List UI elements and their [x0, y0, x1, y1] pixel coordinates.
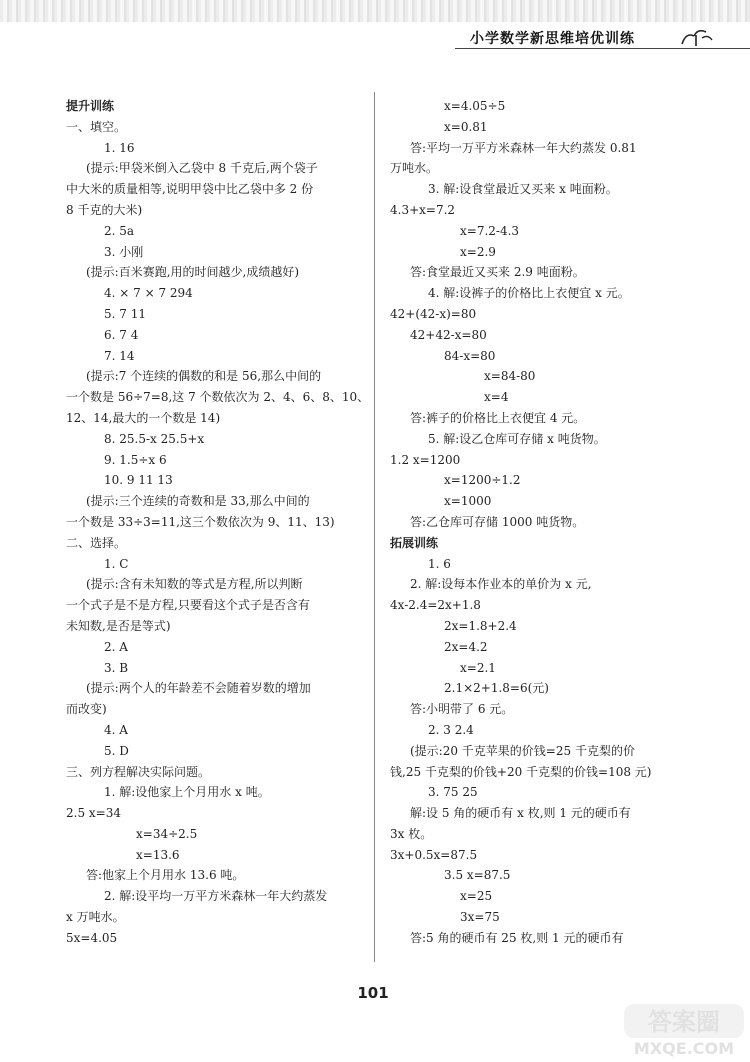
answer-line: x=2.9	[460, 244, 496, 259]
answer-line: 4x-2.4=2x+1.8	[390, 598, 481, 613]
answer-line: 钱,25 千克梨的价钱+20 千克梨的价钱=108 元)	[390, 764, 652, 779]
section-heading: 提升训练	[66, 99, 115, 113]
answer-line: x=4.05÷5	[444, 99, 506, 113]
answer-line: 4. 解:设裤子的价格比上衣便宜 x 元。	[428, 286, 630, 301]
answer-line: 答:乙仓库可存储 1000 吨货物。	[410, 514, 585, 529]
answer-line: x=7.2-4.3	[460, 223, 520, 238]
answer-line: 2. 解:设每本作业本的单价为 x 元,	[410, 577, 592, 592]
sprout-icon	[676, 26, 716, 48]
answer-line: 4. A	[104, 722, 128, 737]
answer-line: 3x 枚。	[390, 826, 433, 841]
answer-line: x=84-80	[484, 369, 536, 384]
answer-line: 答:5 角的硬币有 25 枚,则 1 元的硬币有	[410, 930, 624, 945]
answer-line: 3. 75 25	[428, 785, 478, 800]
answer-line: 5. 解:设乙仓库可存储 x 吨货物。	[428, 431, 606, 446]
answer-line: 3. B	[104, 660, 129, 675]
answer-line: x 万吨水。	[66, 910, 125, 925]
answer-line: 8. 25.5-x 25.5+x	[104, 431, 205, 446]
answer-line: 9. 1.5÷x 6	[104, 452, 167, 467]
answer-line: 1. 6	[428, 556, 451, 571]
answer-line: 5. 7 11	[104, 306, 146, 321]
answer-line: 3. 小刚	[104, 244, 144, 259]
answer-line: x=1200÷1.2	[444, 473, 521, 488]
series-title: 小学数学新思维培优训练	[470, 31, 635, 47]
answer-line: 1. C	[104, 556, 129, 571]
page-number: 101	[336, 978, 410, 1008]
answer-line: 3x=75	[460, 910, 500, 925]
answer-line: 5x=4.05	[66, 930, 118, 945]
answer-line: 万吨水。	[390, 161, 439, 176]
answer-line: 解:设 5 角的硬币有 x 枚,则 1 元的硬币有	[410, 806, 631, 821]
answer-line: 6. 7 4	[104, 327, 139, 342]
answer-line: 1. 解:设他家上个月用水 x 吨。	[104, 785, 270, 800]
answer-line: 3.5 x=87.5	[444, 868, 511, 883]
answer-line: 3x+0.5x=87.5	[390, 847, 478, 862]
answer-line: x=13.6	[136, 847, 180, 862]
answer-line: x=25	[460, 889, 493, 904]
answer-line: x=1000	[444, 494, 492, 509]
answer-line: 答:小明带了 6 元。	[410, 702, 514, 717]
watermark-logo	[610, 1000, 750, 1060]
answer-line: 5. D	[104, 743, 129, 758]
left-answer-column	[66, 96, 370, 949]
answer-line: 4. × 7 × 7 294	[104, 286, 193, 301]
answer-line: x=0.81	[444, 119, 488, 134]
answer-line: 2. 5a	[104, 223, 135, 238]
answer-line: 二、选择。	[66, 535, 127, 550]
answer-line: 答:他家上个月用水 13.6 吨。	[86, 868, 245, 883]
svg-text:答案圈: 答案圈	[648, 1008, 720, 1036]
answer-line: 3. 解:设食堂最近又买来 x 吨面粉。	[428, 182, 618, 197]
answer-line: (提示:百米赛跑,用的时间越少,成绩越好)	[86, 265, 300, 280]
answer-line: 42+42-x=80	[410, 327, 487, 342]
answer-line: 一个数是 33÷3=11,这三个数依次为 9、11、13)	[66, 514, 335, 529]
answer-line: 10. 9 11 13	[104, 473, 173, 488]
answer-line: 1. 16	[104, 140, 135, 155]
svg-text:MXQE.COM: MXQE.COM	[633, 1039, 735, 1058]
answer-line: 2x=1.8+2.4	[444, 618, 517, 633]
answer-line: 一、填空。	[66, 119, 127, 134]
answer-line: 未知数,是否是等式)	[66, 618, 171, 633]
answer-line: (提示:甲袋米倒入乙袋中 8 千克后,两个袋子	[86, 161, 318, 176]
answer-line: x=34÷2.5	[136, 826, 198, 841]
answer-line: 一个数是 56÷7=8,这 7 个数依次为 2、4、6、8、10、	[66, 390, 370, 405]
answer-line: 答:裤子的价格比上衣便宜 4 元。	[410, 410, 586, 425]
answer-line: (提示:7 个连续的偶数的和是 56,那么中间的	[86, 369, 322, 384]
answer-line: 2.5 x=34	[66, 806, 121, 821]
answer-line: 三、列方程解决实际问题。	[66, 764, 211, 779]
answer-line: 2. 3 2.4	[428, 722, 474, 737]
answer-line: 答:食堂最近又买来 2.9 吨面粉。	[410, 265, 585, 280]
answer-line: 4.3+x=7.2	[390, 202, 456, 217]
answer-line: (提示:两个人的年龄差不会随着岁数的增加	[86, 681, 311, 696]
right-answer-column	[390, 96, 690, 949]
answer-line: 2. A	[104, 639, 128, 654]
answer-line: 而改变)	[66, 702, 107, 717]
answer-line: 12、14,最大的一个数是 14)	[66, 410, 221, 425]
answer-line: 2x=4.2	[444, 639, 488, 654]
answer-line: 84-x=80	[444, 348, 496, 363]
answer-line: (提示:含有未知数的等式是方程,所以判断	[86, 577, 303, 592]
answer-line: 中大米的质量相等,说明甲袋中比乙袋中多 2 份	[66, 182, 314, 197]
answer-line: 8 千克的大米)	[66, 202, 143, 217]
answer-line: 一个式子是不是方程,只要看这个式子是否含有	[66, 598, 310, 613]
answer-line: (提示:20 千克苹果的价钱=25 千克梨的价	[410, 743, 635, 758]
answer-line: 42+(42-x)=80	[390, 306, 477, 321]
answer-line: (提示:三个连续的奇数和是 33,那么中间的	[86, 494, 310, 509]
decorative-top-band	[0, 0, 750, 22]
answer-line: 答:平均一万平方米森林一年大约蒸发 0.81	[410, 140, 637, 155]
section-heading: 拓展训练	[390, 535, 439, 550]
answer-line: x=4	[484, 390, 509, 405]
answer-line: 2.1×2+1.8=6(元)	[444, 681, 549, 696]
column-divider	[374, 92, 375, 962]
answer-line: 7. 14	[104, 348, 135, 363]
header-rule	[455, 48, 750, 49]
answer-line: 2. 解:设平均一万平方米森林一年大约蒸发	[104, 889, 328, 904]
answer-line: 1.2 x=1200	[390, 452, 461, 467]
answer-line: x=2.1	[460, 660, 496, 675]
